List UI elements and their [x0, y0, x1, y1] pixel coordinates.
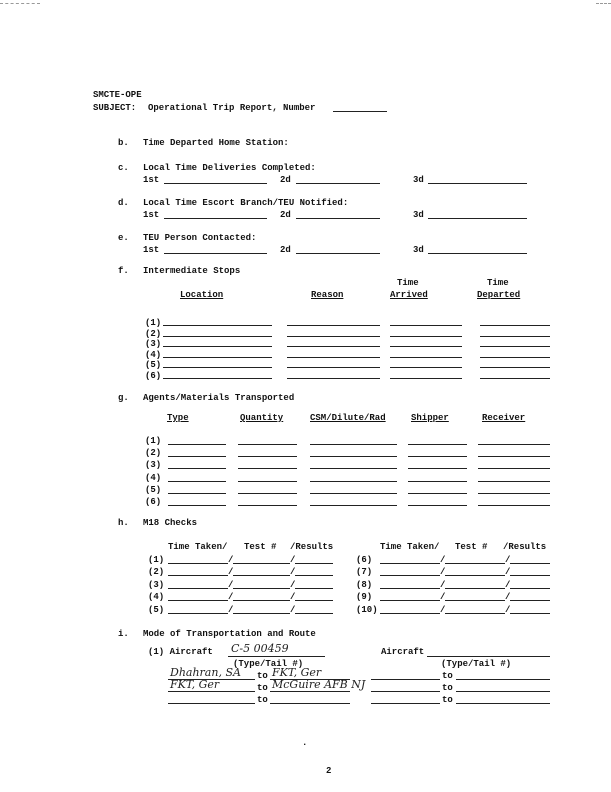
- slash: /: [290, 604, 296, 615]
- b-heading: Time Departed Home Station:: [143, 138, 289, 148]
- column-arrived: Arrived: [390, 290, 428, 300]
- stop-field[interactable]: [480, 357, 550, 358]
- m18-field[interactable]: [445, 575, 505, 576]
- material-field[interactable]: [310, 444, 397, 445]
- m18-field[interactable]: [510, 613, 550, 614]
- stop-field[interactable]: [163, 367, 272, 368]
- m18-field[interactable]: [233, 563, 290, 564]
- ordinal-2d: 2d: [280, 210, 291, 220]
- route-from-field[interactable]: [168, 703, 255, 704]
- material-field[interactable]: [478, 505, 550, 506]
- m18-field[interactable]: [510, 563, 550, 564]
- material-field[interactable]: [238, 456, 297, 457]
- slash: /: [505, 555, 511, 565]
- m18-field[interactable]: [168, 600, 228, 601]
- material-field[interactable]: [168, 481, 226, 482]
- trip-number-field[interactable]: [333, 111, 387, 112]
- to-label: to: [442, 695, 453, 705]
- stop-field[interactable]: [480, 378, 550, 379]
- stop-field[interactable]: [287, 357, 380, 358]
- row-label: (4): [145, 349, 162, 360]
- route-to-field[interactable]: [270, 703, 350, 704]
- type-tail-caption: (Type/Tail #): [441, 659, 512, 669]
- row-label: (3): [148, 579, 165, 590]
- aircraft-label-2: Aircraft: [381, 647, 425, 657]
- m18-field[interactable]: [445, 588, 505, 589]
- time-label: Time: [397, 278, 419, 288]
- stop-field[interactable]: [287, 367, 380, 368]
- column-departed: Departed: [477, 290, 521, 300]
- column-shipper: Shipper: [411, 413, 449, 423]
- to-label: to: [442, 671, 453, 681]
- stop-field[interactable]: [480, 325, 550, 326]
- to-label: to: [442, 683, 453, 693]
- to-label: to: [257, 695, 268, 705]
- material-field[interactable]: [408, 456, 467, 457]
- material-field[interactable]: [408, 444, 467, 445]
- material-field[interactable]: [408, 505, 467, 506]
- stop-field[interactable]: [480, 336, 550, 337]
- stop-field[interactable]: [163, 346, 272, 347]
- g-heading: Agents/Materials Transported: [143, 393, 295, 403]
- row-label: (2): [145, 448, 162, 459]
- slash: /: [505, 579, 511, 590]
- route-to-field-2[interactable]: [456, 703, 550, 704]
- scan-speck: .: [302, 738, 308, 748]
- slash: /: [440, 567, 446, 578]
- h-heading: M18 Checks: [143, 518, 198, 528]
- row-label: (9): [356, 592, 373, 603]
- d-2d-field[interactable]: [296, 218, 380, 219]
- scan-artifact: [0, 3, 40, 4]
- slash: /: [228, 579, 234, 590]
- material-field[interactable]: [310, 481, 397, 482]
- subject-text: Operational Trip Report, Number: [148, 103, 316, 113]
- column-type: Type: [167, 413, 189, 423]
- material-field[interactable]: [310, 493, 397, 494]
- m18-field[interactable]: [380, 588, 440, 589]
- column-reason: Reason: [311, 290, 344, 300]
- slash: /: [505, 567, 511, 578]
- stop-field[interactable]: [480, 346, 550, 347]
- f-heading: Intermediate Stops: [143, 266, 241, 276]
- slash: /: [290, 579, 296, 590]
- m18-field[interactable]: [233, 588, 290, 589]
- column-results: /Results: [503, 542, 547, 552]
- column-test-number: Test #: [455, 542, 488, 552]
- route-from-field-2[interactable]: [371, 703, 440, 704]
- column-time-taken: Time Taken/: [380, 542, 440, 552]
- stop-field[interactable]: [390, 367, 462, 368]
- material-field[interactable]: [168, 505, 226, 506]
- material-field[interactable]: [168, 456, 226, 457]
- c-2d-field[interactable]: [296, 183, 380, 184]
- i-heading: Mode of Transportation and Route: [143, 629, 316, 639]
- column-receiver: Receiver: [482, 413, 526, 423]
- material-field[interactable]: [238, 468, 297, 469]
- stop-field[interactable]: [390, 357, 462, 358]
- row-label: (4): [148, 592, 165, 603]
- ordinal-2d: 2d: [280, 245, 291, 255]
- office-symbol: SMCTE-OPE: [93, 90, 142, 100]
- column-time-taken: Time Taken/: [168, 542, 228, 552]
- row-label: (1): [145, 436, 162, 446]
- c-3d-field[interactable]: [428, 183, 527, 184]
- route-from-value: Dhahran, SA: [170, 666, 241, 679]
- type-tail-caption: (Type/Tail #): [233, 659, 304, 669]
- m18-field[interactable]: [380, 613, 440, 614]
- to-label: to: [257, 683, 268, 693]
- d-3d-field[interactable]: [428, 218, 527, 219]
- m18-field[interactable]: [380, 563, 440, 564]
- route-to-field-2[interactable]: [456, 679, 550, 680]
- e-letter: e.: [118, 233, 129, 243]
- m18-field[interactable]: [233, 600, 290, 601]
- row-label: (4): [145, 472, 162, 483]
- material-field[interactable]: [168, 493, 226, 494]
- route-to-value: McGuire AFB NJ: [272, 678, 366, 691]
- route-to-value: FKT, Ger: [272, 666, 322, 679]
- slash: /: [505, 604, 511, 615]
- m18-field[interactable]: [295, 563, 333, 564]
- slash: /: [440, 604, 446, 615]
- m18-field[interactable]: [295, 613, 333, 614]
- f-letter: f.: [118, 266, 129, 276]
- m18-field[interactable]: [380, 600, 440, 601]
- material-field[interactable]: [408, 481, 467, 482]
- m18-field[interactable]: [168, 613, 228, 614]
- material-field[interactable]: [478, 456, 550, 457]
- m18-field[interactable]: [445, 563, 505, 564]
- slash: /: [505, 592, 511, 603]
- route-to-field-2[interactable]: [456, 691, 550, 692]
- slash: /: [228, 555, 234, 565]
- h-letter: h.: [118, 518, 129, 528]
- stop-field[interactable]: [163, 325, 272, 326]
- row-label: (1): [148, 555, 165, 565]
- ordinal-3d: 3d: [413, 245, 424, 255]
- stop-field[interactable]: [390, 378, 462, 379]
- material-field[interactable]: [478, 493, 550, 494]
- material-field[interactable]: [168, 444, 226, 445]
- column-location: Location: [180, 290, 224, 300]
- route-to-field[interactable]: [270, 691, 350, 692]
- material-field[interactable]: [238, 481, 297, 482]
- material-field[interactable]: [408, 493, 467, 494]
- material-field[interactable]: [408, 468, 467, 469]
- m18-field[interactable]: [168, 588, 228, 589]
- stop-field[interactable]: [287, 346, 380, 347]
- d-letter: d.: [118, 198, 129, 208]
- m18-field[interactable]: [233, 613, 290, 614]
- aircraft-label: (1) Aircraft: [148, 647, 213, 657]
- stop-field[interactable]: [390, 336, 462, 337]
- stop-field[interactable]: [287, 336, 380, 337]
- column-results: /Results: [290, 542, 334, 552]
- d-1st-field[interactable]: [164, 218, 267, 219]
- d-heading: Local Time Escort Branch/TEU Notified:: [143, 198, 349, 208]
- aircraft-type-tail-value: C-5 00459: [231, 642, 289, 655]
- row-label: (2): [148, 567, 165, 578]
- route-from-field-2[interactable]: [371, 679, 440, 680]
- c-heading: Local Time Deliveries Completed:: [143, 163, 316, 173]
- m18-field[interactable]: [445, 613, 505, 614]
- e-3d-field[interactable]: [428, 253, 527, 254]
- b-letter: b.: [118, 138, 129, 148]
- column-test-number: Test #: [244, 542, 277, 552]
- i-letter: i.: [118, 629, 129, 639]
- stop-field[interactable]: [163, 336, 272, 337]
- m18-field[interactable]: [295, 575, 333, 576]
- row-label: (6): [145, 370, 162, 381]
- stop-field[interactable]: [480, 367, 550, 368]
- e-2d-field[interactable]: [296, 253, 380, 254]
- aircraft-2-field[interactable]: [427, 656, 550, 657]
- m18-field[interactable]: [510, 588, 550, 589]
- subject-label: SUBJECT:: [93, 103, 137, 113]
- stop-field[interactable]: [163, 357, 272, 358]
- material-field[interactable]: [478, 444, 550, 445]
- ordinal-3d: 3d: [413, 210, 424, 220]
- scan-artifact: [596, 3, 611, 4]
- row-label: (3): [145, 339, 162, 349]
- row-label: (5): [145, 360, 162, 370]
- m18-field[interactable]: [295, 588, 333, 589]
- m18-field[interactable]: [168, 563, 228, 564]
- time-label: Time: [487, 278, 509, 288]
- slash: /: [440, 579, 446, 590]
- aircraft-field[interactable]: [228, 656, 325, 657]
- row-label: (3): [145, 460, 162, 471]
- row-label: (1): [145, 318, 162, 328]
- c-letter: c.: [118, 163, 129, 173]
- slash: /: [290, 567, 296, 578]
- stop-field[interactable]: [287, 325, 380, 326]
- m18-field[interactable]: [233, 575, 290, 576]
- row-label: (6): [356, 555, 373, 565]
- ordinal-3d: 3d: [413, 175, 424, 185]
- material-field[interactable]: [238, 505, 297, 506]
- route-from-value: FKT, Ger: [170, 678, 220, 691]
- material-field[interactable]: [310, 456, 397, 457]
- slash: /: [440, 592, 446, 603]
- slash: /: [440, 555, 446, 565]
- ordinal-1st: 1st: [143, 245, 160, 255]
- slash: /: [290, 555, 296, 565]
- stop-field[interactable]: [163, 378, 272, 379]
- material-field[interactable]: [310, 505, 397, 506]
- material-field[interactable]: [478, 468, 550, 469]
- m18-field[interactable]: [445, 600, 505, 601]
- slash: /: [228, 592, 234, 603]
- m18-field[interactable]: [295, 600, 333, 601]
- row-label: (5): [148, 604, 165, 615]
- route-from-field-2[interactable]: [371, 691, 440, 692]
- m18-field[interactable]: [510, 575, 550, 576]
- to-label: to: [257, 671, 268, 681]
- material-field[interactable]: [478, 481, 550, 482]
- column-quantity: Quantity: [240, 413, 284, 423]
- row-label: (2): [145, 328, 162, 339]
- row-label: (8): [356, 579, 373, 590]
- slash: /: [290, 592, 296, 603]
- row-label: (5): [145, 484, 162, 495]
- column-csm-dilute-rad: CSM/Dilute/Rad: [310, 413, 386, 423]
- c-1st-field[interactable]: [164, 183, 267, 184]
- route-from-field[interactable]: [168, 691, 255, 692]
- g-letter: g.: [118, 393, 129, 403]
- row-label: (10): [356, 604, 378, 615]
- m18-field[interactable]: [168, 575, 228, 576]
- ordinal-2d: 2d: [280, 175, 291, 185]
- stop-field[interactable]: [390, 346, 462, 347]
- stop-field[interactable]: [390, 325, 462, 326]
- ordinal-1st: 1st: [143, 175, 160, 185]
- row-label: (7): [356, 567, 373, 578]
- stop-field[interactable]: [287, 378, 380, 379]
- e-heading: TEU Person Contacted:: [143, 233, 257, 243]
- material-field[interactable]: [168, 468, 226, 469]
- row-label: (6): [145, 497, 162, 507]
- material-field[interactable]: [238, 444, 297, 445]
- material-field[interactable]: [238, 493, 297, 494]
- page-number: 2: [326, 766, 332, 776]
- e-1st-field[interactable]: [164, 253, 267, 254]
- ordinal-1st: 1st: [143, 210, 160, 220]
- material-field[interactable]: [310, 468, 397, 469]
- m18-field[interactable]: [380, 575, 440, 576]
- slash: /: [228, 567, 234, 578]
- m18-field[interactable]: [510, 600, 550, 601]
- slash: /: [228, 604, 234, 615]
